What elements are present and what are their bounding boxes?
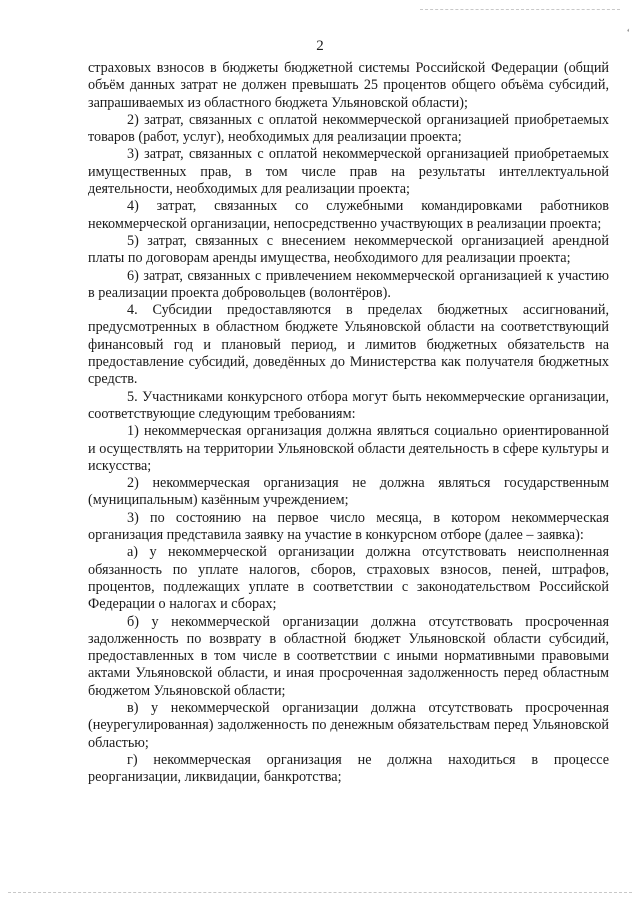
page-number: 2 <box>316 38 324 54</box>
paragraph-subitem-b: б) у некоммерческой организации должна отсутствовать просроченная задолженность по возврату в областной бюджет Ульяновской области субсидий, предоставленных в том числе в соответствии с иными нормативными правовыми актами Ульяновской области, и иная просроченная задолженность перед областным бюджетом Ульяновской области; <box>88 613 609 699</box>
scan-edge-bottom <box>8 892 632 893</box>
document-body <box>88 60 609 786</box>
corner-mark: ʻ <box>626 28 630 39</box>
paragraph-section-4: 4. Субсидии предоставляются в пределах бюджетных ассигнований, предусмотренных в областном бюджете Ульяновской области на соответствующий финансовый год и плановый период, и лимитов бюджетных обязательств на предоставление субсидий, доведённых до Министерства как получателя бюджетных средств. <box>88 302 609 388</box>
paragraph-requirement-2: 2) некоммерческая организация не должна являться государственным (муниципальным) казённым учреждением; <box>88 475 609 509</box>
paragraph-section-5: 5. Участниками конкурсного отбора могут быть некоммерческие организации, соответствующие следующим требованиям: <box>88 388 609 422</box>
paragraph-requirement-1: 1) некоммерческая организация должна являться социально ориентированной и осуществлять на территории Ульяновской области деятельность в сфере культуры и искусства; <box>88 423 609 474</box>
paragraph-requirement-3: 3) по состоянию на первое число месяца, в котором некоммерческая организация представила заявку на участие в конкурсном отборе (далее – заявка): <box>88 509 609 544</box>
scan-edge-top <box>420 9 620 10</box>
paragraph-item-3: 3) затрат, связанных с оплатой некоммерческой организацией приобретаемых имущественных прав, в том числе прав на результаты интеллектуальной деятельности, необходимых для реализации проекта; <box>88 146 609 198</box>
paragraph-item-4: 4) затрат, связанных со служебными командировками работников некоммерческой организации, непосредственно участвующих в реализации проекта; <box>88 198 609 232</box>
paragraph-subitem-g: г) некоммерческая организация не должна находиться в процессе реорганизации, ликвидации, банкротства; <box>88 751 609 786</box>
paragraph-item-5: 5) затрат, связанных с внесением некоммерческой организацией арендной платы по договорам аренды имущества, необходимого для реализации проекта; <box>88 232 609 267</box>
paragraph-subitem-v: в) у некоммерческой организации должна отсутствовать просроченная (неурегулированная) задолженность по денежным обязательствам перед Ульяновской областью; <box>88 699 609 751</box>
paragraph-continuation: страховых взносов в бюджеты бюджетной системы Российской Федерации (общий объём данных затрат не должен превышать 25 процентов общего объёма субсидий, запрашиваемых из областного бюджета Ульяновской области); <box>88 60 609 111</box>
paragraph-item-2: 2) затрат, связанных с оплатой некоммерческой организацией приобретаемых товаров (работ, услуг), необходимых для реализации проекта; <box>88 111 609 146</box>
paragraph-item-6: 6) затрат, связанных с привлечением некоммерческой организацией к участию в реализации проекта добровольцев (волонтёров). <box>88 267 609 301</box>
paragraph-subitem-a: а) у некоммерческой организации должна отсутствовать неисполненная обязанность по уплате налогов, сборов, страховых взносов, пеней, штрафов, процентов, подлежащих уплате в соответствии с законодательством Российской Федерации о налогах и сборах; <box>88 544 609 613</box>
